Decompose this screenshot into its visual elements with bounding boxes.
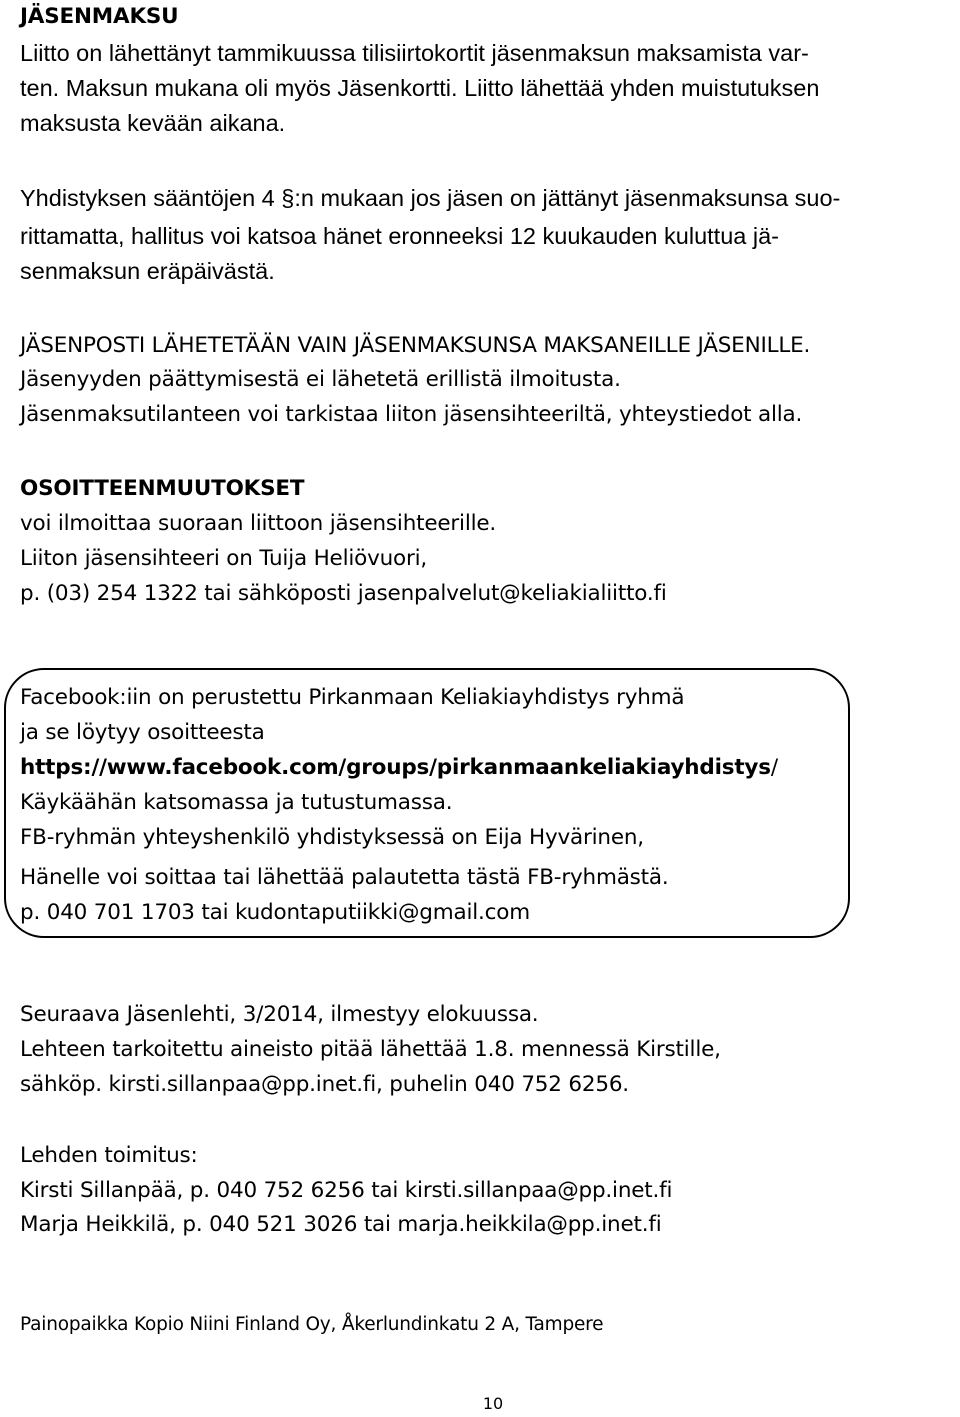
membership-fee-line-2: ten. Maksun mukana oli myös Jäsenkortti. Liitto lähettää yhden muistutuksen bbox=[20, 75, 820, 101]
facebook-line-1: Facebook:iin on perustettu Pirkanmaan Keliakiayhdistys ryhmä bbox=[20, 685, 685, 710]
address-changes-line-2: Liiton jäsensihteeri on Tuija Heliövuori, bbox=[20, 546, 428, 571]
printer-info: Painopaikka Kopio Niini Finland Oy, Åkerlundinkatu 2 A, Tampere bbox=[20, 1314, 604, 1335]
next-issue-line-1: Seuraava Jäsenlehti, 3/2014, ilmestyy elokuussa. bbox=[20, 1002, 539, 1027]
rules-line-2: rittamatta, hallitus voi katsoa hänet eronneeksi 12 kuukauden kuluttua jä- bbox=[20, 223, 779, 249]
facebook-url-bold: https://www.facebook.com/groups/pirkanmaankeliakiayhdistys bbox=[20, 755, 771, 780]
membership-fee-heading: JÄSENMAKSU bbox=[20, 4, 179, 29]
facebook-line-2: ja se löytyy osoitteesta bbox=[20, 720, 265, 745]
page-number: 10 bbox=[482, 1394, 504, 1413]
address-changes-line-3: p. (03) 254 1322 tai sähköposti jasenpalvelut@keliakialiitto.fi bbox=[20, 581, 667, 606]
facebook-line-6: Hänelle voi soittaa tai lähettää palautetta tästä FB-ryhmästä. bbox=[20, 865, 669, 890]
facebook-url-tail: / bbox=[770, 755, 778, 780]
facebook-line-4: Käykäähän katsomassa ja tutustumassa. bbox=[20, 790, 453, 815]
address-changes-line-1: voi ilmoittaa suoraan liittoon jäsensihteerille. bbox=[20, 511, 497, 536]
facebook-url[interactable] bbox=[20, 757, 778, 779]
rules-line-3: senmaksun eräpäivästä. bbox=[20, 258, 275, 284]
rules-line-1: Yhdistyksen sääntöjen 4 §:n mukaan jos jäsen on jättänyt jäsenmaksunsa suo- bbox=[20, 185, 841, 211]
facebook-line-5: FB-ryhmän yhteyshenkilö yhdistyksessä on Eija Hyvärinen, bbox=[20, 825, 644, 850]
editor-line-1: Kirsti Sillanpää, p. 040 752 6256 tai kirsti.sillanpaa@pp.inet.fi bbox=[20, 1178, 673, 1203]
member-mail-line-1: JÄSENPOSTI LÄHETETÄÄN VAIN JÄSENMAKSUNSA MAKSANEILLE JÄSENILLE. bbox=[20, 333, 811, 358]
membership-fee-line-3: maksusta kevään aikana. bbox=[20, 110, 286, 136]
facebook-line-7: p. 040 701 1703 tai kudontaputiikki@gmail.com bbox=[20, 900, 530, 925]
address-changes-heading: OSOITTEENMUUTOKSET bbox=[20, 476, 305, 501]
editors-heading: Lehden toimitus: bbox=[20, 1143, 198, 1168]
membership-fee-line-1: Liitto on lähettänyt tammikuussa tilisiirtokortit jäsenmaksun maksamista var- bbox=[20, 40, 809, 66]
member-mail-line-3: Jäsenmaksutilanteen voi tarkistaa liiton jäsensihteeriltä, yhteystiedot alla. bbox=[20, 402, 803, 427]
editor-line-2: Marja Heikkilä, p. 040 521 3026 tai marja.heikkila@pp.inet.fi bbox=[20, 1212, 662, 1237]
next-issue-line-3: sähköp. kirsti.sillanpaa@pp.inet.fi, puhelin 040 752 6256. bbox=[20, 1072, 629, 1097]
next-issue-line-2: Lehteen tarkoitettu aineisto pitää lähettää 1.8. mennessä Kirstille, bbox=[20, 1037, 721, 1062]
member-mail-line-2: Jäsenyyden päättymisestä ei lähetetä erillistä ilmoitusta. bbox=[20, 367, 621, 392]
